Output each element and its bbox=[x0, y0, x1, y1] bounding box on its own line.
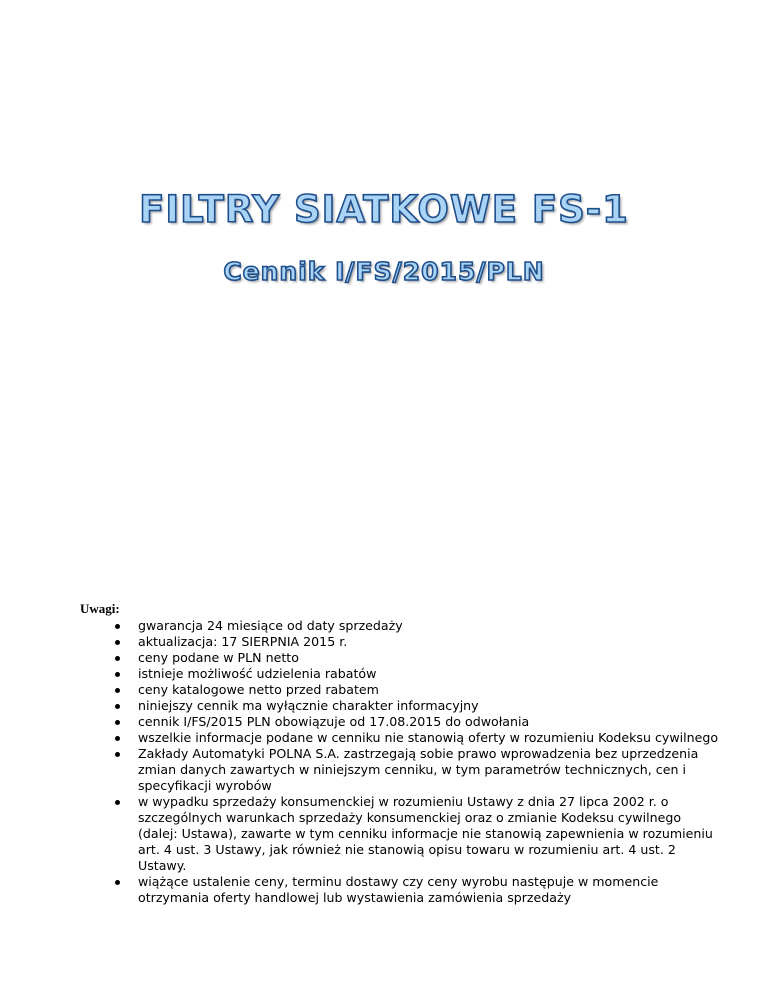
list-item bbox=[80, 714, 720, 730]
bullet-icon bbox=[115, 688, 120, 693]
list-item-text: w wypadku sprzedaży konsumenckiej w rozumieniu Ustawy z dnia 27 lipca 2002 r. o szczególnych warunkach sprzedaży konsumenckiej oraz o zmianie Kodeksu cywilnego (dalej: Ustawa), zawarte w tym cenniku informacje nie stanowią zapewnienia w rozumieniu art. 4 ust. 3 Ustawy, jak również nie stanowią opisu towaru w rozumieniu art. 4 ust. 2 Ustawy. bbox=[138, 794, 713, 873]
list-item bbox=[80, 666, 720, 682]
list-item-text: Zakłady Automatyki POLNA S.A. zastrzegają sobie prawo wprowadzenia bez uprzedzenia zmian danych zawartych w niniejszym cenniku, w tym parametrów technicznych, cen i specyfikacji wyrobów bbox=[138, 746, 699, 793]
list-item-text: aktualizacja: 17 SIERPNIA 2015 r. bbox=[138, 634, 348, 649]
list-item bbox=[80, 698, 720, 714]
list-item bbox=[80, 634, 720, 650]
list-item bbox=[80, 730, 720, 746]
list-item-text: istnieje możliwość udzielenia rabatów bbox=[138, 666, 377, 681]
list-item-text: ceny podane w PLN netto bbox=[138, 650, 299, 665]
bullet-icon bbox=[115, 720, 120, 725]
notes-section bbox=[80, 600, 720, 906]
bullet-icon bbox=[115, 752, 120, 757]
bullet-icon bbox=[115, 736, 120, 741]
document-title: FILTRY SIATKOWE FS-1 bbox=[139, 188, 629, 231]
list-item bbox=[80, 794, 720, 874]
list-item bbox=[80, 746, 720, 794]
bullet-icon bbox=[115, 624, 120, 629]
notes-label: Uwagi: bbox=[80, 601, 120, 616]
bullet-icon bbox=[115, 800, 120, 805]
list-item bbox=[80, 682, 720, 698]
list-item-text: wiążące ustalenie ceny, terminu dostawy czy ceny wyrobu następuje w momencie otrzymania oferty handlowej lub wystawienia zamówienia sprzedaży bbox=[138, 874, 659, 905]
list-item-text: gwarancja 24 miesiące od daty sprzedaży bbox=[138, 618, 403, 633]
list-item-text: niniejszy cennik ma wyłącznie charakter informacyjny bbox=[138, 698, 479, 713]
bullet-icon bbox=[115, 640, 120, 645]
bullet-icon bbox=[115, 880, 120, 885]
list-item bbox=[80, 874, 720, 906]
bullet-icon bbox=[115, 656, 120, 661]
list-item bbox=[80, 650, 720, 666]
notes-list bbox=[80, 618, 720, 906]
list-item bbox=[80, 618, 720, 634]
list-item-text: cennik I/FS/2015 PLN obowiązuje od 17.08.2015 do odwołania bbox=[138, 714, 530, 729]
document-subtitle: Cennik I/FS/2015/PLN bbox=[223, 257, 545, 286]
bullet-icon bbox=[115, 672, 120, 677]
bullet-icon bbox=[115, 704, 120, 709]
list-item-text: wszelkie informacje podane w cenniku nie stanowią oferty w rozumieniu Kodeksu cywilnego bbox=[138, 730, 719, 745]
list-item-text: ceny katalogowe netto przed rabatem bbox=[138, 682, 379, 697]
